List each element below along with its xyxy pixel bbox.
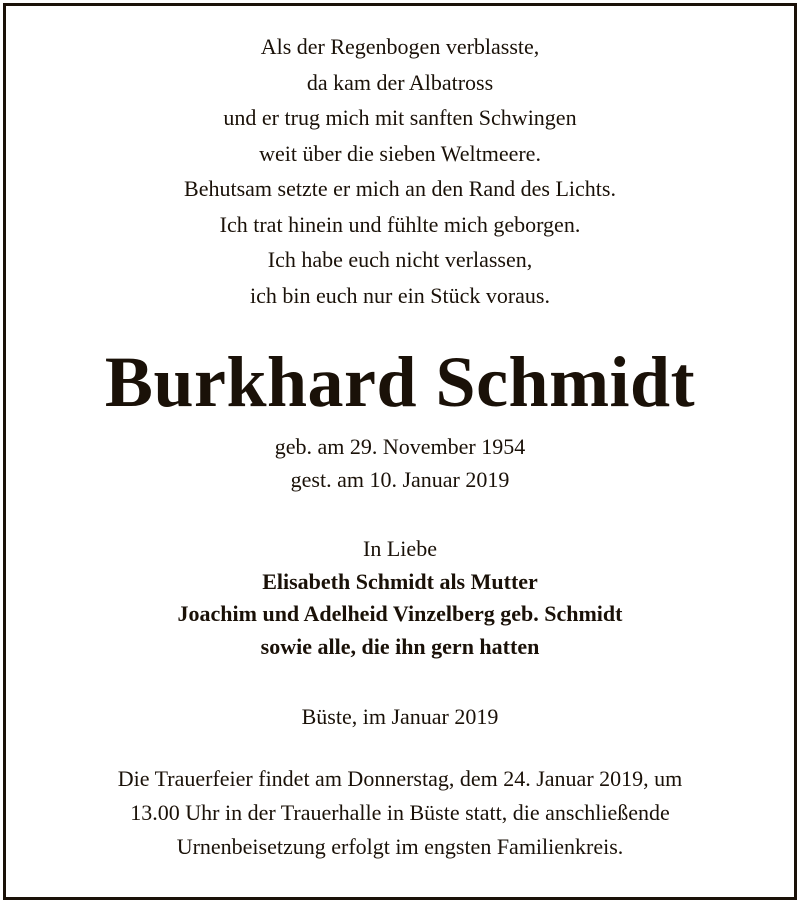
deceased-name: Burkhard Schmidt (104, 342, 696, 422)
funeral-notice-line: Die Trauerfeier findet am Donnerstag, dem 24. Januar 2019, um (117, 766, 683, 791)
funeral-notice-line: 13.00 Uhr in der Trauerhalle in Büste statt, die anschließende (130, 800, 670, 825)
mourner-name: Elisabeth Schmidt als Mutter (262, 568, 538, 594)
poem-line: und er trug mich mit sanften Schwingen (223, 105, 577, 130)
poem (0, 29, 800, 313)
mourner-name: sowie alle, die ihn gern hatten (260, 633, 540, 659)
mourners-intro: In Liebe (363, 536, 437, 561)
funeral-notice (0, 762, 800, 864)
death-date: gest. am 10. Januar 2019 (290, 467, 510, 492)
poem-line: Ich trat hinein und fühlte mich geborgen. (219, 211, 581, 237)
poem-line: ich bin euch nur ein Stück voraus. (250, 282, 550, 308)
poem-line: Ich habe euch nicht verlassen, (267, 247, 533, 272)
life-dates (0, 430, 800, 496)
birth-date: geb. am 29. November 1954 (274, 434, 526, 459)
poem-line: Behutsam setzte er mich an den Rand des Lichts. (184, 176, 616, 201)
place-date: Büste, im Januar 2019 (301, 704, 499, 729)
poem-line: weit über die sieben Weltmeere. (259, 140, 541, 166)
funeral-notice-line: Urnenbeisetzung erfolgt im engsten Familienkreis. (176, 834, 624, 859)
mourner-name: Joachim und Adelheid Vinzelberg geb. Schmidt (177, 601, 623, 626)
poem-line: da kam der Albatross (306, 69, 494, 95)
poem-line: Als der Regenbogen verblasste, (260, 34, 540, 59)
mourners (0, 533, 800, 663)
